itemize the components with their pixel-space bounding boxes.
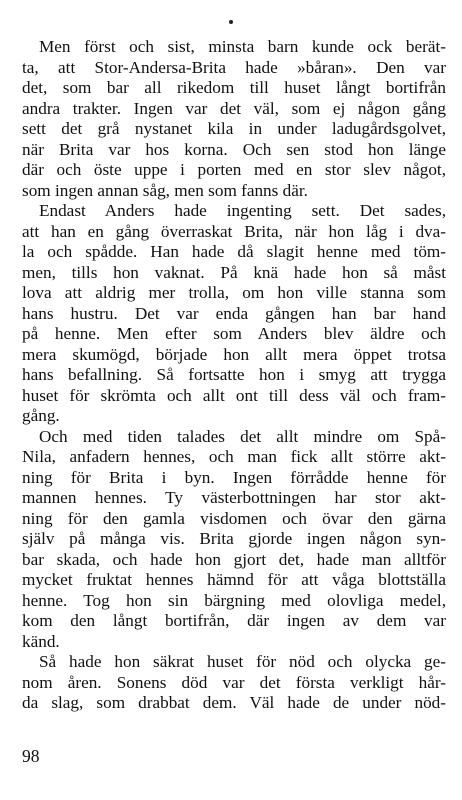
text-line: på henne. Men efter som Anders blev äldre och bbox=[22, 324, 446, 343]
body-text bbox=[22, 37, 446, 714]
text-line: bar skada, och hade hon gjort det, hade man alltför bbox=[22, 549, 446, 569]
text-line: da slag, som drabbat dem. Väl hade de under nöd- bbox=[22, 693, 446, 712]
text-line: mannen hennes. Ty västerbottningen har stor akt- bbox=[22, 488, 446, 507]
text-line: Nila, anfadern hennes, och man fick allt större akt- bbox=[22, 447, 446, 466]
text-line: gång. bbox=[22, 406, 60, 425]
text-line: ning för Brita i byn. Ingen förrådde henne för bbox=[22, 467, 446, 487]
text-line: sett det grå nystanet kila in under ladugårdsgolvet, bbox=[22, 119, 446, 138]
text-line: la och spådde. Han hade då slagit henne med töm- bbox=[22, 242, 446, 261]
text-line: kom den långt bortifrån, där ingen av dem var bbox=[22, 611, 446, 630]
text-line: när Brita var hos korna. Och sen stod hon länge bbox=[22, 139, 446, 159]
text-line: det, som bar all rikedom till huset långt bortifrån bbox=[22, 78, 446, 97]
text-line: hans hustru. Det var enda gången han bar hand bbox=[22, 303, 446, 323]
text-line: som ingen annan såg, men som fanns där. bbox=[22, 180, 308, 200]
text-line: men, tills hon vaknat. På knä hade hon så måst bbox=[22, 262, 446, 282]
text-line: henne. Tog hon sin bärgning med olovliga medel, bbox=[22, 590, 446, 610]
text-line: andra trakter. Ingen var det väl, som ej någon gång bbox=[22, 98, 446, 118]
page-number: 98 bbox=[22, 746, 40, 766]
text-line: Och med tiden talades det allt mindre om Spå- bbox=[39, 426, 446, 446]
text-line: hans befallning. Så fortsatte hon i smyg att trygga bbox=[22, 365, 446, 384]
text-line: själv på många vis. Brita gjorde ingen någon syn- bbox=[22, 529, 446, 548]
text-line: att han en gång överraskat Brita, när hon låg i dva- bbox=[22, 221, 446, 241]
text-line: Så hade hon säkrat huset för nöd och olycka ge- bbox=[39, 652, 446, 671]
text-line: där och öste uppe i porten med en stor slev något, bbox=[22, 160, 446, 179]
text-line: ning för den gamla visdomen och övar den gärna bbox=[22, 508, 446, 528]
text-line: Men först och sist, minsta barn kunde ock berät- bbox=[39, 37, 446, 56]
text-line: lova att aldrig mer trolla, om hon ville stanna som bbox=[22, 283, 446, 302]
text-line: nom åren. Sonens död var det första verkligt hår- bbox=[22, 672, 446, 692]
text-line: mera skumögd, började hon allt mera öppet trotsa bbox=[22, 344, 446, 364]
text-line: mycket fruktat hennes hämnd för att våga blottställa bbox=[22, 570, 446, 589]
text-line: ta, att Stor-Andersa-Brita hade »båran». Den var bbox=[22, 57, 446, 77]
print-mark bbox=[229, 20, 233, 24]
text-line: Endast Anders hade ingenting sett. Det sades, bbox=[39, 201, 446, 220]
text-line: huset för skrömta och allt ont till dess väl och fram- bbox=[22, 385, 446, 405]
text-line: känd. bbox=[22, 631, 60, 651]
